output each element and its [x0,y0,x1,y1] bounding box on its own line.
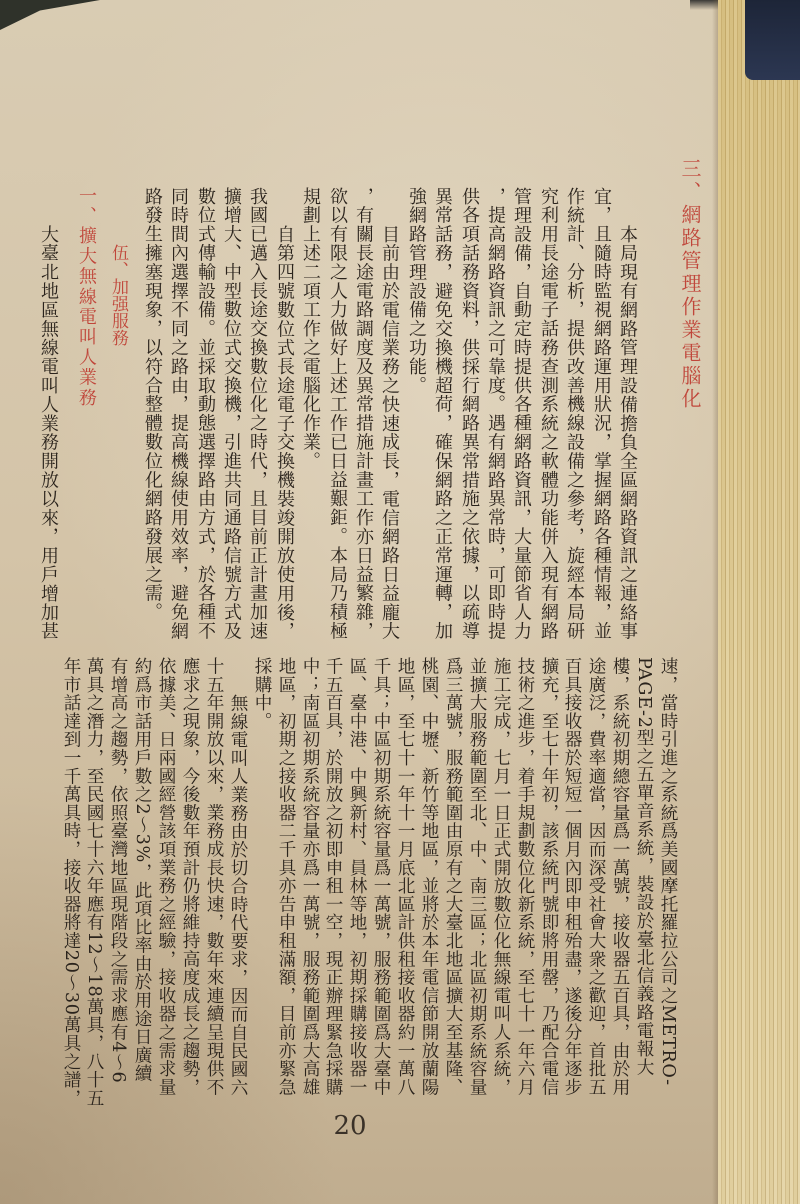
text-column: 規劃上述二項工作之電腦化作業。 [300,187,321,471]
stacked-page-edges [718,0,800,1204]
text-column: 有增高之趨勢，依照臺灣地區現階段之需求應有4～6 [108,657,128,1084]
text-column: 千五百具，於開放之初即申租一空，現正辦理緊急採購 [323,657,343,1097]
text-column: 同時間內選擇不同之路由，提高機線使用效率，避免網 [168,187,189,641]
text-column: PAGE-2型之五單音系統，裝設於臺北信義路電報大 [634,657,654,1077]
text-column: 中；南區初期系統容量亦爲一萬號，服務範圍爲大高雄 [300,657,320,1097]
scan-background-corner [0,0,100,30]
text-column: ，提高網路資訊之可靠度。遇有網路異常時，可即時提 [485,187,506,641]
text-column: 依據美、日兩國經營該項業務之經驗，接收器之需求量 [156,657,176,1097]
text-column: 異常話務，避免交換機超荷，確保網路之正常運轉，加 [432,187,453,641]
text-column: 數位式傳輸設備。並採取動態選擇路由方式，於各種不 [195,187,216,641]
text-column: 我國已邁入長途交換數位化之時代，且目前正計畫加速 [247,187,268,641]
text-column: 地區，初期之接收器二千具亦告申租滿額，目前亦緊急 [276,657,296,1097]
text-column: 採購中。 [252,657,272,731]
text-column: 萬具之潛力，至民國七十六年應有12～18萬具，八十五 [84,657,104,1108]
text-column: 供各項話務資料，供採行網路異常措施之依據，以疏導 [459,187,480,641]
text-column: 並擴大服務範圍至北、中、南三區；北區初期系統容量 [467,657,487,1097]
text-column: 自第四號數位式長途電子交換機裝竣開放使用後， [274,225,295,641]
text-column: 地區，至七十一年十一月底北區計供租接收器約一萬八 [395,657,415,1097]
section-heading: 三、網路管理作業電腦化 [678,158,702,411]
text-column: 區、臺中港、中興新村、員林等地，初期採購接收器一 [347,657,367,1097]
text-column: 應求之現象，今後數年預計仍將維持高度成長之趨勢， [180,657,200,1097]
text-column: 技術之進步，着手規劃數位化新系統，至七十一年六月 [515,657,535,1097]
text-column: 管理設備，自動定時提供各種網路資訊，大量節省人力 [511,187,532,641]
text-column: 約爲市話用戶數之2～3%，此項比率由於用途日廣續 [132,657,152,1083]
text-column: 欲以有限之人力做好上述工作已日益艱鉅。本局乃積極 [327,187,348,641]
text-column: 作統計、分析，提供改善機線設備之參考，旋經本局研 [564,187,585,641]
text-column: 擴增大、中型數位式交換機，引進共同通路信號方式及 [221,187,242,641]
text-column: ，有關長途電路調度及異常措施計畫工作亦日益繁雜， [353,187,374,641]
text-column: 施工完成，七月一日正式開放數位化無線電叫人系統， [491,657,511,1097]
text-column: 樓，系統初期總容量爲一萬號，接收器五百具，由於用 [610,657,630,1097]
page-number: 20 [333,1111,367,1141]
text-column: 百具接收器於短短一個月內即申租殆盡，遂後分年逐步 [562,657,582,1097]
text-column: 強網路管理設備之功能。 [406,187,427,395]
subsection-heading: 一、擴大無線電叫人業務 [76,186,97,409]
text-column: 千具；中區初期系統容量爲一萬號，服務範圍爲大臺中 [371,657,391,1097]
book-cover [745,0,800,80]
text-column: 年市話達到一千萬具時，接收器將達20～30萬具之譜， [61,657,81,1108]
text-column: 大臺北地區無線電叫人業務開放以來，用戶增加甚 [38,225,59,641]
text-column: 速，當時引進之系統爲美國摩托羅拉公司之METRO- [658,657,678,1086]
text-column: 宜，且隨時監視網路運用狀況，掌握網路各種情報，並 [591,187,612,641]
text-column: 本局現有網路管理設備擔負全區網路資訊之連絡事 [617,225,638,641]
text-column: 無線電叫人業務由於切合時代要求，因而自民國六 [228,694,248,1097]
text-column: 桃園、中壢、新竹等地區，並將於本年電信節開放蘭陽 [419,657,439,1097]
text-column: 十五年開放以來，業務成長快速，數年來連續呈現供不 [204,657,224,1097]
chapter-heading: 伍、加强服務 [108,244,128,346]
text-column: 目前由於電信業務之快速成長，電信網路日益龐大 [379,225,400,641]
text-column: 究利用長途電子話務查測系統之軟體功能併入現有網路 [538,187,559,641]
text-column: 爲三萬號，服務範圍由原有之大臺北地區擴大至基隆、 [443,657,463,1097]
text-column: 路發生擁塞現象，以符合整體數位化網路發展之需。 [142,187,163,622]
text-column: 途廣泛，費率適當，因而深受社會大衆之歡迎，首批五 [586,657,606,1097]
text-column: 擴充，至七十年初，該系統門號即將用罄，乃配合電信 [539,657,559,1097]
